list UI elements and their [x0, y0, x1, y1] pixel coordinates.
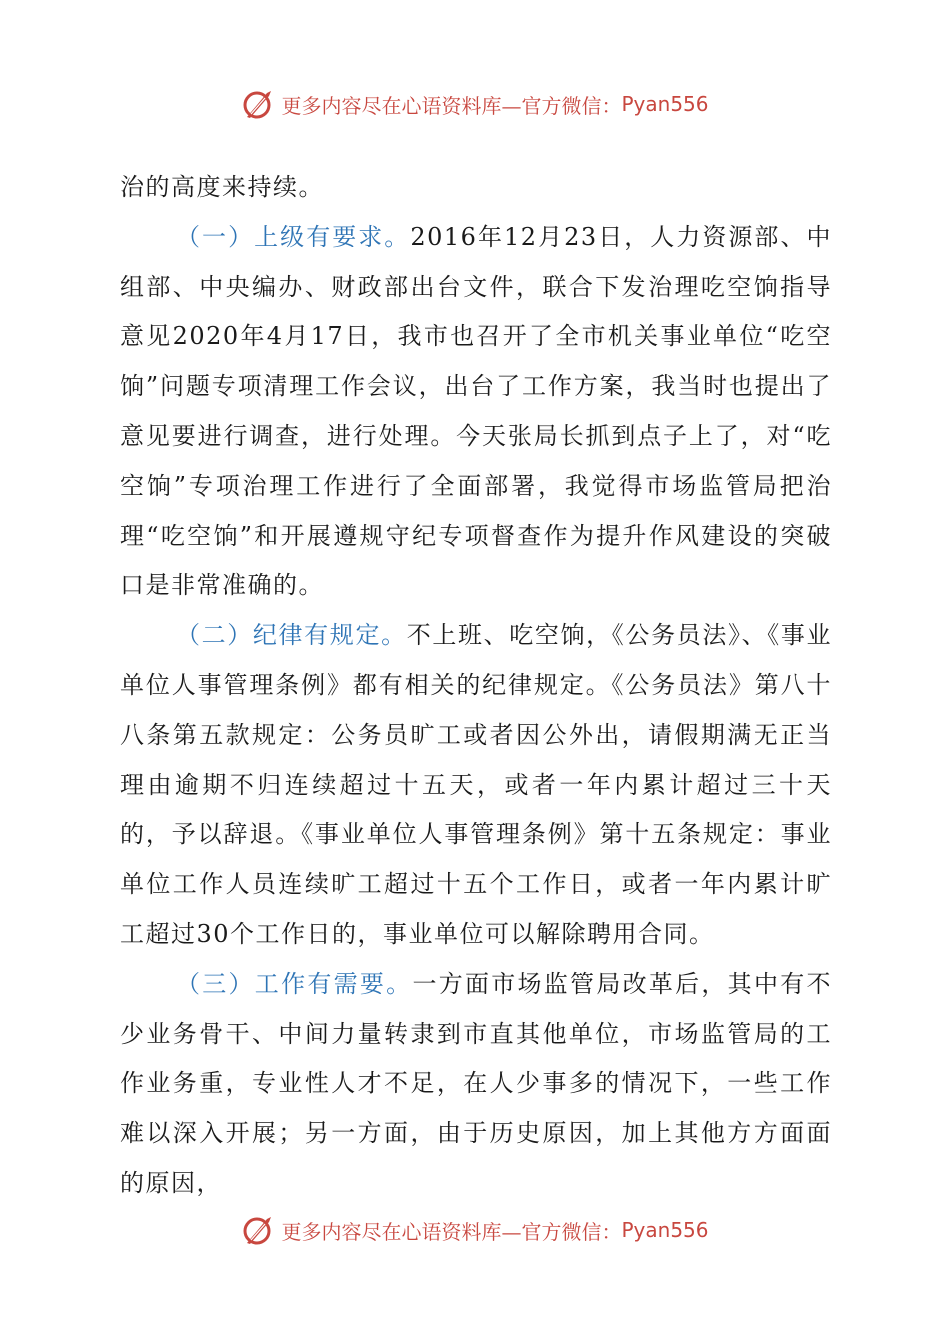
header-banner	[0, 84, 950, 124]
quill-pen-logo-icon	[241, 1213, 275, 1247]
paragraph-body: 治的高度来持续。	[120, 173, 324, 201]
section-heading: （三）工作有需要。	[176, 969, 413, 998]
banner-wechat-id: Pyan556	[621, 1218, 709, 1242]
banner-text: 更多内容尽在心语资料库—官方微信：	[281, 93, 622, 118]
banner-wechat-id: Pyan556	[621, 92, 709, 116]
paragraph-body: 2016年12月23日，人力资源部、中组部、中央编办、财政部出台文件，联合下发治理吃空饷指导意见2020年4月17日，我市也召开了全市机关事业单位“吃空饷”问题专项清理工作会议，出台了工作方案，我当时也提出了意见要进行调查，进行处理。今天张局长抓到点子上了，对“吃空饷”专项治理工作进行了全面部署，我觉得市场监管局把治理“吃空饷”和开展遵规守纪专项督查作为提升作风建设的突破口是非常准确的。	[120, 222, 833, 600]
paragraph-continuation	[120, 163, 832, 213]
banner-text: 更多内容尽在心语资料库—官方微信：	[281, 1219, 622, 1244]
section-heading: （一）上级有要求。	[176, 222, 411, 251]
paragraph-body: 不上班、吃空饷，《公务员法》、《事业单位人事管理条例》都有相关的纪律规定。《公务员法》第八十八条第五款规定：公务员旷工或者因公外出，请假期满无正当理由逾期不归连续超过十五天，或者一年内累计超过三十天的，予以辞退。《事业单位人事管理条例》第十五条规定：事业单位工作人员连续旷工超过十五个工作日，或者一年内累计旷工超过30个工作日的，事业单位可以解除聘用合同。	[120, 621, 833, 948]
document-body	[120, 163, 832, 1209]
paragraph-requirement	[120, 213, 832, 611]
paragraph-discipline	[120, 611, 832, 960]
footer-banner	[0, 1210, 950, 1250]
quill-pen-logo-icon	[241, 87, 275, 121]
paragraph-work-need	[120, 960, 832, 1209]
paragraph-body: 一方面市场监管局改革后，其中有不少业务骨干、中间力量转隶到市直其他单位，市场监管局的工作业务重，专业性人才不足，在人少事多的情况下，一些工作难以深入开展；另一方面，由于历史原因，加上其他方方面面的原因，	[120, 969, 832, 1197]
section-heading: （二）纪律有规定。	[176, 621, 407, 650]
